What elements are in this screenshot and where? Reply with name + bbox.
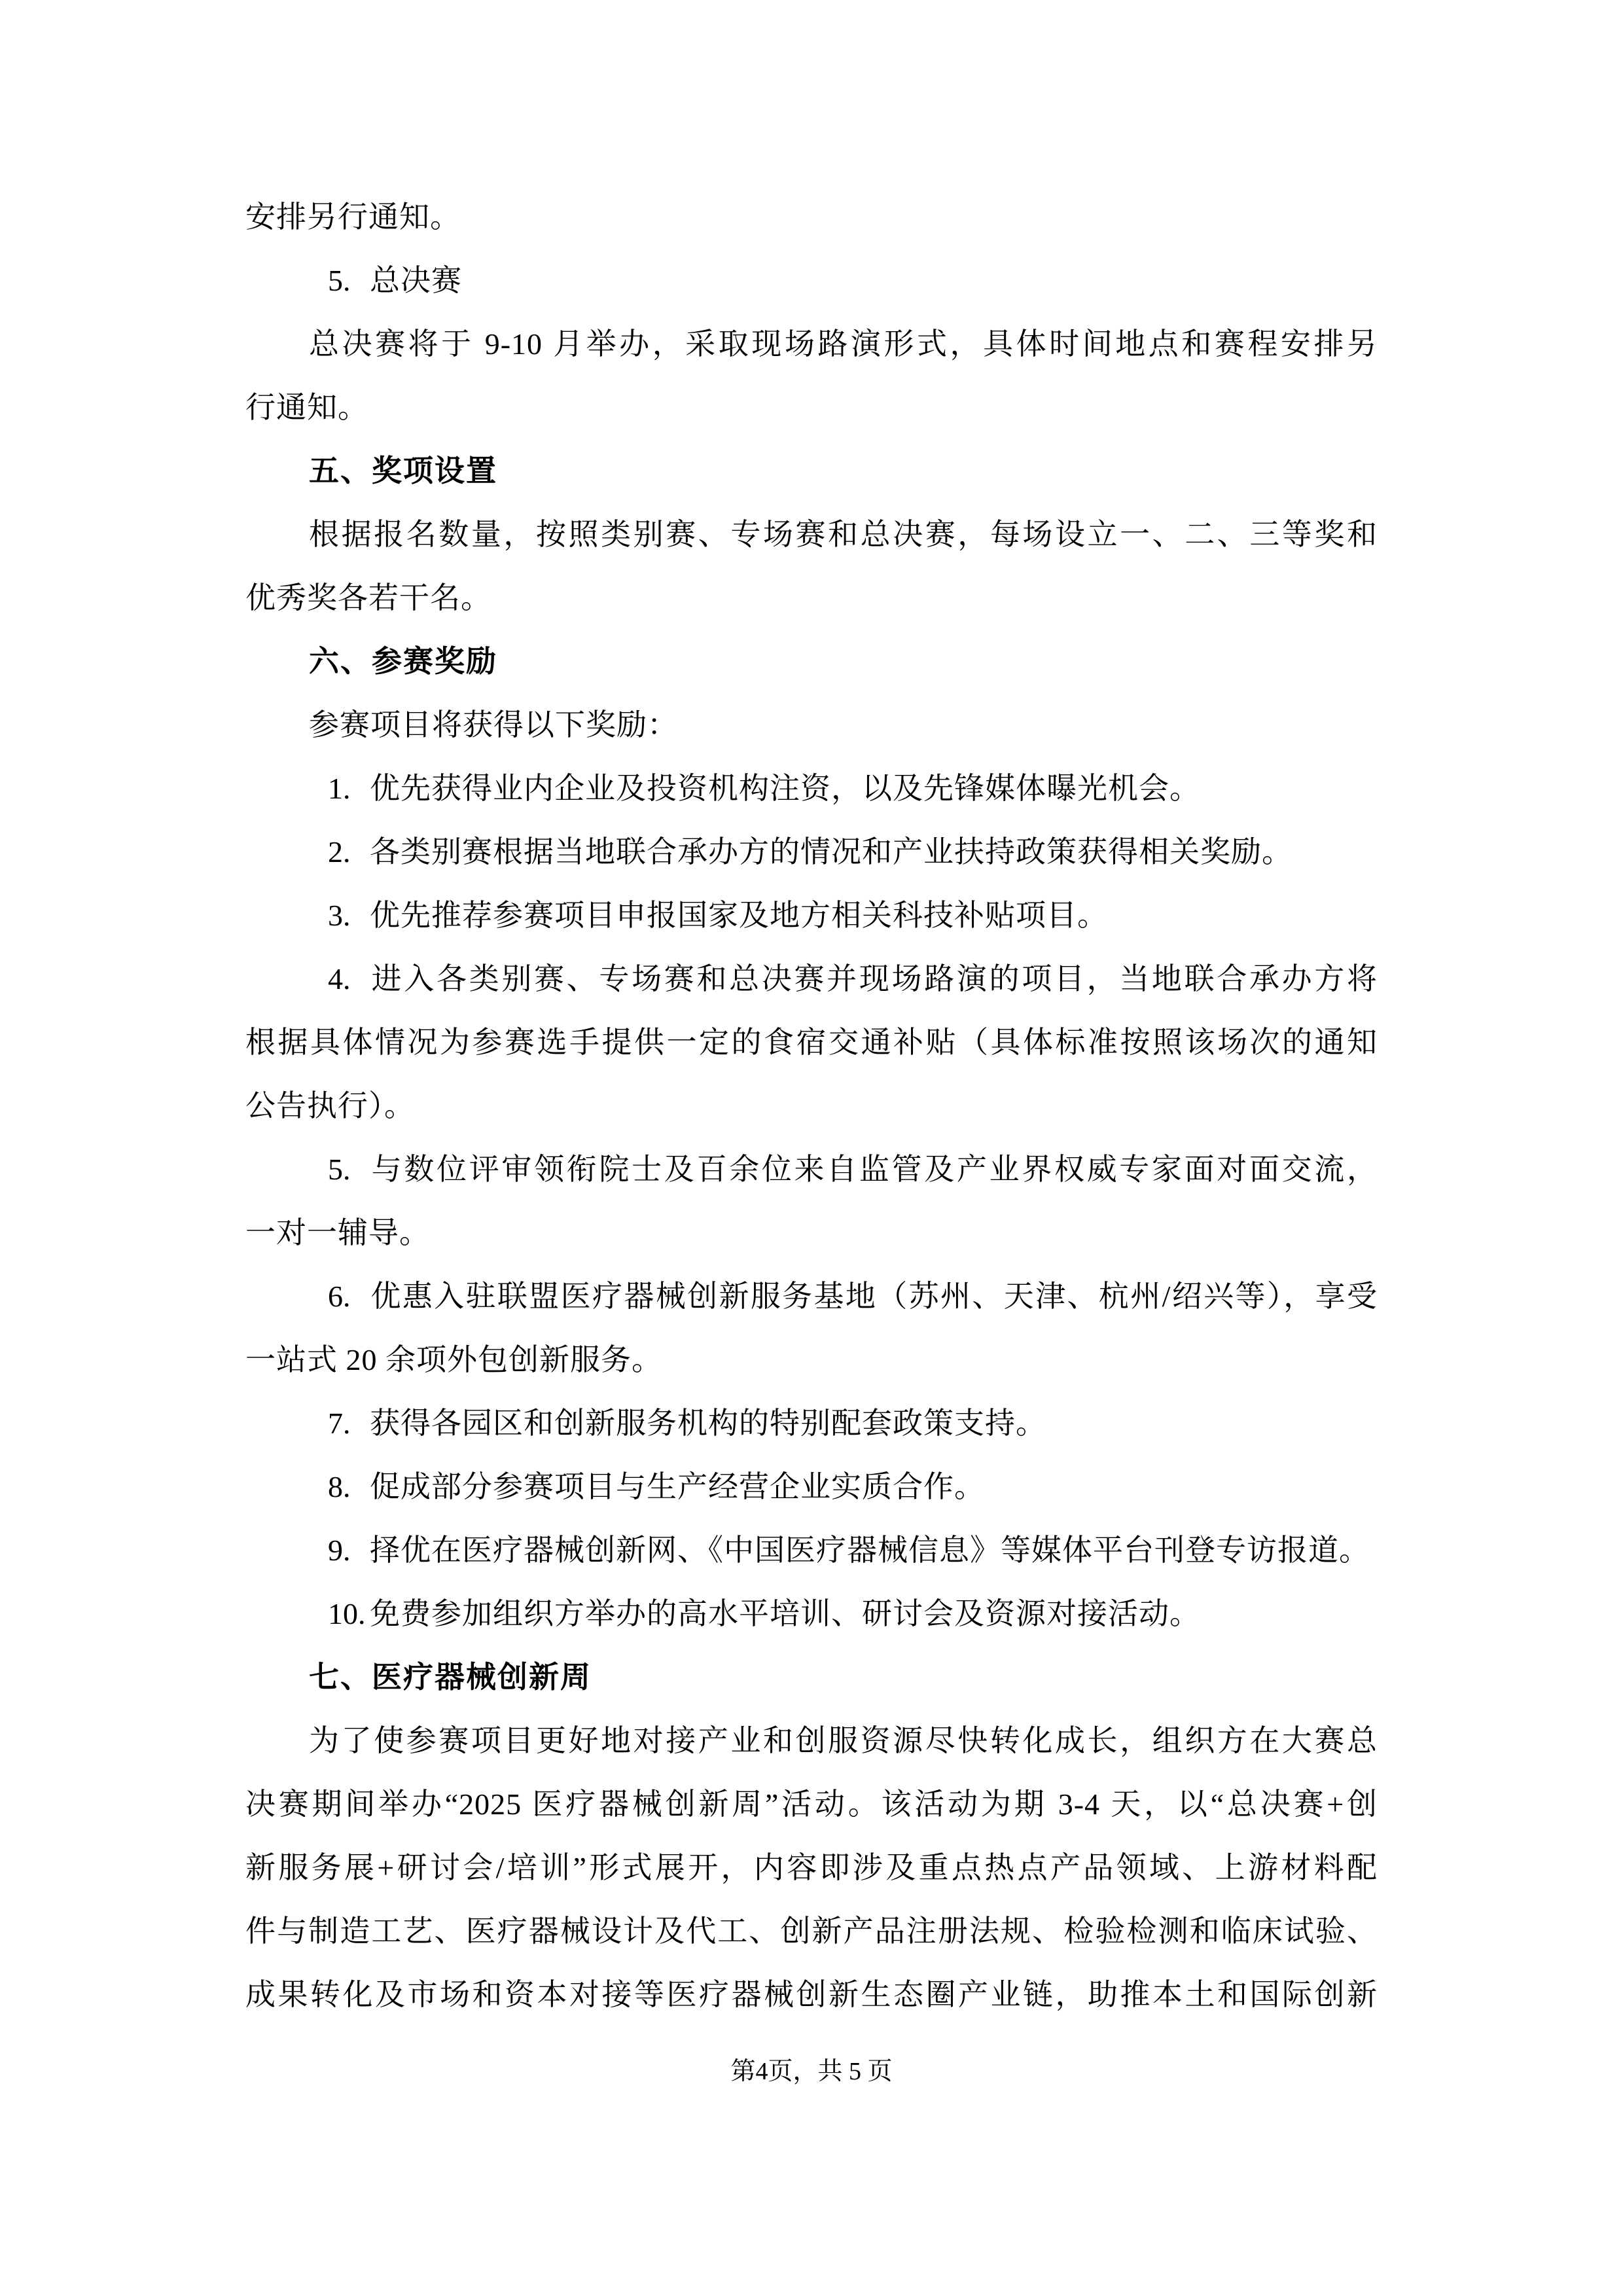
list-number: 6. (328, 1280, 351, 1313)
text-line: 安排另行通知。 (245, 200, 461, 234)
list-number: 5. (328, 1153, 351, 1186)
document-body (245, 185, 1378, 2026)
text-line: 10. 免费参加组织方举办的高水平培训、研讨会及资源对接活动。 (245, 1582, 1378, 1645)
text-line: 6. 优惠入驻联盟医疗器械创新服务基地（苏州、天津、杭州/绍兴等），享受 (245, 1265, 1378, 1328)
list-number: 5. (328, 264, 351, 297)
list-number: 10. (328, 1597, 366, 1630)
text-line: 根据具体情况为参赛选手提供一定的食宿交通补贴（具体标准按照该场次的通知 (245, 1026, 1378, 1059)
text-line: 5. 总决赛 (245, 249, 1378, 312)
page-footer (0, 2055, 1623, 2088)
text-line: 4. 进入各类别赛、专场赛和总决赛并现场路演的项目，当地联合承办方将 (245, 947, 1378, 1011)
text-line: 优秀奖各若干名。 (245, 581, 491, 615)
list-number: 9. (328, 1534, 351, 1567)
text-line: 根据报名数量，按照类别赛、专场赛和总决赛，每场设立一、二、三等奖和 (309, 518, 1378, 551)
list-number: 7. (328, 1407, 351, 1440)
section-heading: 七、医疗器械创新周 (309, 1660, 592, 1694)
list-number: 8. (328, 1470, 351, 1503)
text-line: 为了使参赛项目更好地对接产业和创服资源尽快转化成长，组织方在大赛总 (309, 1724, 1378, 1757)
text-line: 8. 促成部分参赛项目与生产经营企业实质合作。 (245, 1455, 1378, 1518)
text-line: 行通知。 (245, 391, 368, 424)
text-line: 总决赛将于 9-10 月举办，采取现场路演形式，具体时间地点和赛程安排另 (309, 327, 1378, 361)
list-number: 2. (328, 835, 351, 869)
text-line: 件与制造工艺、医疗器械设计及代工、创新产品注册法规、检验检测和临床试验、 (245, 1914, 1378, 1948)
text-line: 参赛项目将获得以下奖励： (309, 708, 678, 742)
text-line: 新服务展+研讨会/培训”形式展开，内容即涉及重点热点产品领域、上游材料配 (245, 1851, 1378, 1884)
text-line: 5. 与数位评审领衔院士及百余位来自监管及产业界权威专家面对面交流， (245, 1138, 1378, 1201)
text-line: 7. 获得各园区和创新服务机构的特别配套政策支持。 (245, 1391, 1378, 1455)
text-line: 一对一辅导。 (245, 1216, 430, 1249)
list-number: 3. (328, 899, 351, 932)
text-line: 1. 优先获得业内企业及投资机构注资，以及先锋媒体曝光机会。 (245, 757, 1378, 820)
section-heading: 六、参赛奖励 (309, 644, 497, 678)
list-number: 4. (328, 962, 351, 996)
section-heading: 五、奖项设置 (309, 454, 497, 488)
text-line: 一站式 20 余项外包创新服务。 (245, 1343, 662, 1376)
text-line: 3. 优先推荐参赛项目申报国家及地方相关科技补贴项目。 (245, 884, 1378, 947)
text-line: 公告执行）。 (245, 1089, 415, 1122)
text-line: 9. 择优在医疗器械创新网、《中国医疗器械信息》等媒体平台刊登专访报道。 (245, 1518, 1378, 1582)
page-number-text: 第4页，共 5 页 (730, 2058, 893, 2085)
text-line: 2. 各类别赛根据当地联合承办方的情况和产业扶持政策获得相关奖励。 (245, 820, 1378, 884)
text-line: 成果转化及市场和资本对接等医疗器械创新生态圈产业链，助推本土和国际创新 (245, 1978, 1378, 2011)
list-number: 1. (328, 772, 351, 805)
text-line: 决赛期间举办“2025 医疗器械创新周”活动。该活动为期 3-4 天，以“总决赛+创 (245, 1787, 1378, 1821)
